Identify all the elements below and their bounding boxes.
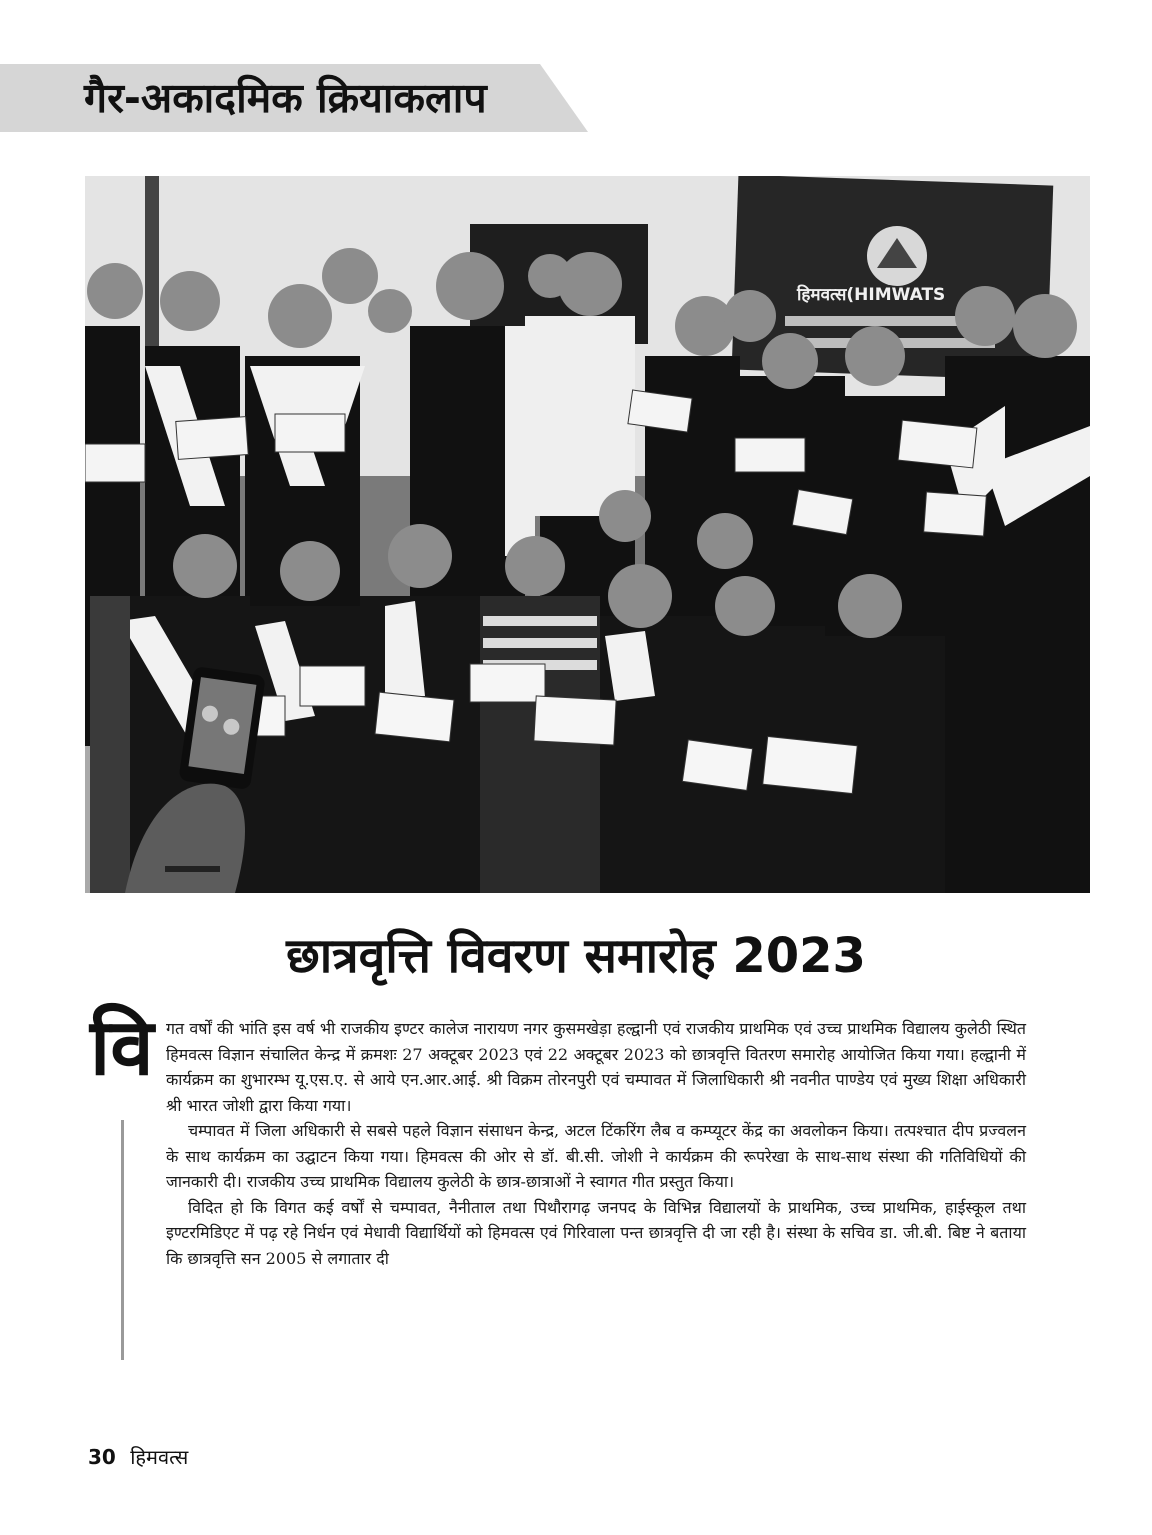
- banner-text: हिमवत्स(HIMWATS: [797, 285, 946, 305]
- paragraph-3: विदित हो कि विगत कई वर्षों से चम्पावत, नैनीताल तथा पिथौरागढ़ जनपद के विभिन्न विद्यालयों के प्राथमिक, उच्च प्राथमिक, हाईस्कूल तथा इण्टरमिडिएट में पढ़ रहे निर्धन एवं मेधावी विद्यार्थियों को हिमवत्स एवं गिरिवाला पन्त छात्रवृत्ति दी जा रही है। संस्था के सचिव डा. जी.बी. बिष्ट ने बताया कि छात्रवृत्ति सन 2005 से लगातार दी: [166, 1197, 1026, 1268]
- section-title: गैर-अकादमिक क्रियाकलाप: [84, 74, 487, 122]
- paragraph-1: गत वर्षों की भांति इस वर्ष भी राजकीय इण्टर कालेज नारायण नगर कुसमखेड़ा हल्द्वानी एवं राजकीय प्राथमिक एवं उच्च प्राथमिक विद्यालय कुलेठी स्थित हिमवत्स विज्ञान संचालित केन्द्र में क्रमशः 27 अक्टूबर 2023 एवं 22 अक्टूबर 2023 को छात्रवृत्ति वितरण समारोह आयोजित किया गया। हल्द्वानी में कार्यक्रम का शुभारम्भ यू.एस.ए. से आये एन.आर.आई. श्री विक्रम तोरनपुरी एवं चम्पावत में जिलाधिकारी श्री नवनीत पाण्डेय एवं मुख्य शिक्षा अधिकारी श्री भारत जोशी द्वारा किया गया।: [166, 1019, 1026, 1115]
- page-footer: [88, 1442, 188, 1472]
- publication-name: हिमवत्स: [130, 1445, 189, 1469]
- article-body: [166, 1016, 1026, 1271]
- page-number: 30: [88, 1445, 116, 1469]
- drop-cap: वि: [90, 1003, 154, 1093]
- group-photo: [85, 176, 1090, 893]
- article-title: छात्रवृत्ति विवरण समारोह 2023: [286, 928, 866, 984]
- paragraph-2: चम्पावत में जिला अधिकारी से सबसे पहले विज्ञान संसाधन केन्द्र, अटल टिंकरिंग लैब व कम्प्यूटर केंद्र का अवलोकन किया। तत्पश्चात दीप प्रज्वलन के साथ कार्यक्रम का उद्घाटन किया गया। हिमवत्स की ओर से डॉ. बी.सी. जोशी ने कार्यक्रम की रूपरेखा के साथ-साथ संस्था की गतिविधियों की जानकारी दी। राजकीय उच्च प्राथमिक विद्यालय कुलेठी के छात्र-छात्राओं ने स्वागत गीत प्रस्तुत किया।: [166, 1121, 1026, 1191]
- side-rule: [121, 1120, 124, 1360]
